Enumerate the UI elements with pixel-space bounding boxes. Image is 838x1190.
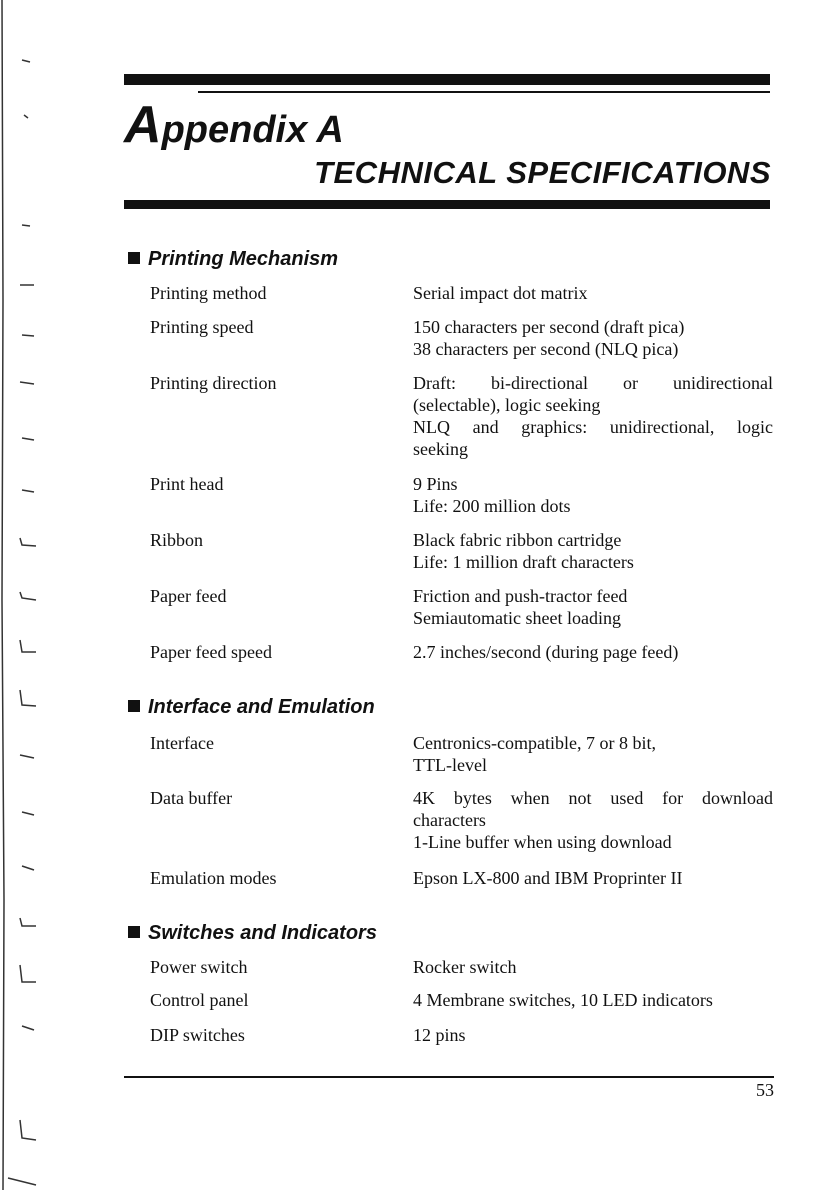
spec-value — [413, 732, 773, 776]
spec-value-line: Semiautomatic sheet loading — [413, 608, 621, 628]
spec-label: Print head — [150, 474, 224, 494]
appendix-initial-letter: A — [124, 96, 162, 154]
spec-label: Control panel — [150, 990, 249, 1010]
section-heading-text: Printing Mechanism — [148, 248, 339, 270]
spec-value-line: 12 pins — [413, 1025, 466, 1045]
spec-value-line: Rocker switch — [413, 957, 517, 977]
title-rule-thick — [124, 200, 770, 209]
spec-label: Ribbon — [150, 530, 204, 550]
section-heading-printing-mechanism — [128, 247, 338, 271]
spec-value — [413, 316, 773, 360]
spec-value-line: 9 Pins — [413, 474, 458, 494]
spec-label: Emulation modes — [150, 868, 277, 888]
appendix-title-rest: ppendix A — [161, 109, 344, 151]
spec-value — [413, 585, 773, 629]
page-title: TECHNICAL SPECIFICATIONS — [314, 155, 771, 190]
spec-value-line: Black fabric ribbon cartridge — [413, 530, 622, 550]
spec-label: Printing speed — [150, 317, 254, 337]
square-bullet-icon — [128, 700, 140, 712]
spec-value — [413, 282, 773, 304]
section-heading-text: Switches and Indicators — [148, 922, 377, 944]
spec-value — [413, 989, 773, 1011]
square-bullet-icon — [128, 252, 140, 264]
page-number: 53 — [756, 1080, 774, 1100]
section-heading-interface-and-emulation — [128, 695, 375, 719]
spec-value — [413, 956, 773, 978]
spec-value — [413, 787, 773, 853]
spec-value-line: Draft: bi-directional or unidirectional — [413, 373, 773, 393]
spec-value-line: NLQ and graphics: unidirectional, logic — [413, 417, 773, 437]
spec-label: Paper feed — [150, 586, 227, 606]
spec-label: Printing direction — [150, 373, 277, 393]
spec-value — [413, 473, 773, 517]
spec-value — [413, 641, 773, 663]
spec-value-line: TTL-level — [413, 755, 487, 775]
spec-value-line: 4K bytes when not used for download — [413, 788, 773, 808]
spec-label: Paper feed speed — [150, 642, 272, 662]
spec-label: Printing method — [150, 283, 267, 303]
spec-label: Power switch — [150, 957, 248, 977]
square-bullet-icon — [128, 926, 140, 938]
section-heading-text: Interface and Emulation — [148, 696, 375, 718]
spec-value-line: Epson LX-800 and IBM Proprinter II — [413, 868, 683, 888]
spec-value-line: 1-Line buffer when using download — [413, 832, 672, 852]
scan-binding-edge — [0, 0, 40, 1190]
spec-value-line: seeking — [413, 439, 468, 459]
spec-value-line: (selectable), logic seeking — [413, 395, 601, 415]
footer-rule — [124, 1076, 774, 1078]
spec-value — [413, 372, 773, 460]
spec-label: Interface — [150, 733, 214, 753]
spec-label: Data buffer — [150, 788, 233, 808]
spec-value — [413, 1024, 773, 1046]
spec-value-line: 150 characters per second (draft pica) — [413, 317, 685, 337]
spec-value-line: 38 characters per second (NLQ pica) — [413, 339, 679, 359]
spec-value — [413, 867, 773, 889]
spec-value-line: 2.7 inches/second (during page feed) — [413, 642, 679, 662]
spec-label: DIP switches — [150, 1025, 245, 1045]
header-rule-thin — [198, 91, 770, 93]
header-rule-thick — [124, 74, 770, 85]
spec-value-line: Life: 1 million draft characters — [413, 552, 634, 572]
spec-value-line: Centronics-compatible, 7 or 8 bit, — [413, 733, 656, 753]
spec-value-line: 4 Membrane switches, 10 LED indicators — [413, 990, 713, 1010]
spec-value-line: Life: 200 million dots — [413, 496, 571, 516]
section-heading-switches-and-indicators — [128, 921, 377, 945]
spec-value — [413, 529, 773, 573]
spec-value-line: Friction and push-tractor feed — [413, 586, 628, 606]
spec-value-line: characters — [413, 810, 486, 830]
appendix-title — [124, 96, 344, 159]
spec-value-line: Serial impact dot matrix — [413, 283, 588, 303]
